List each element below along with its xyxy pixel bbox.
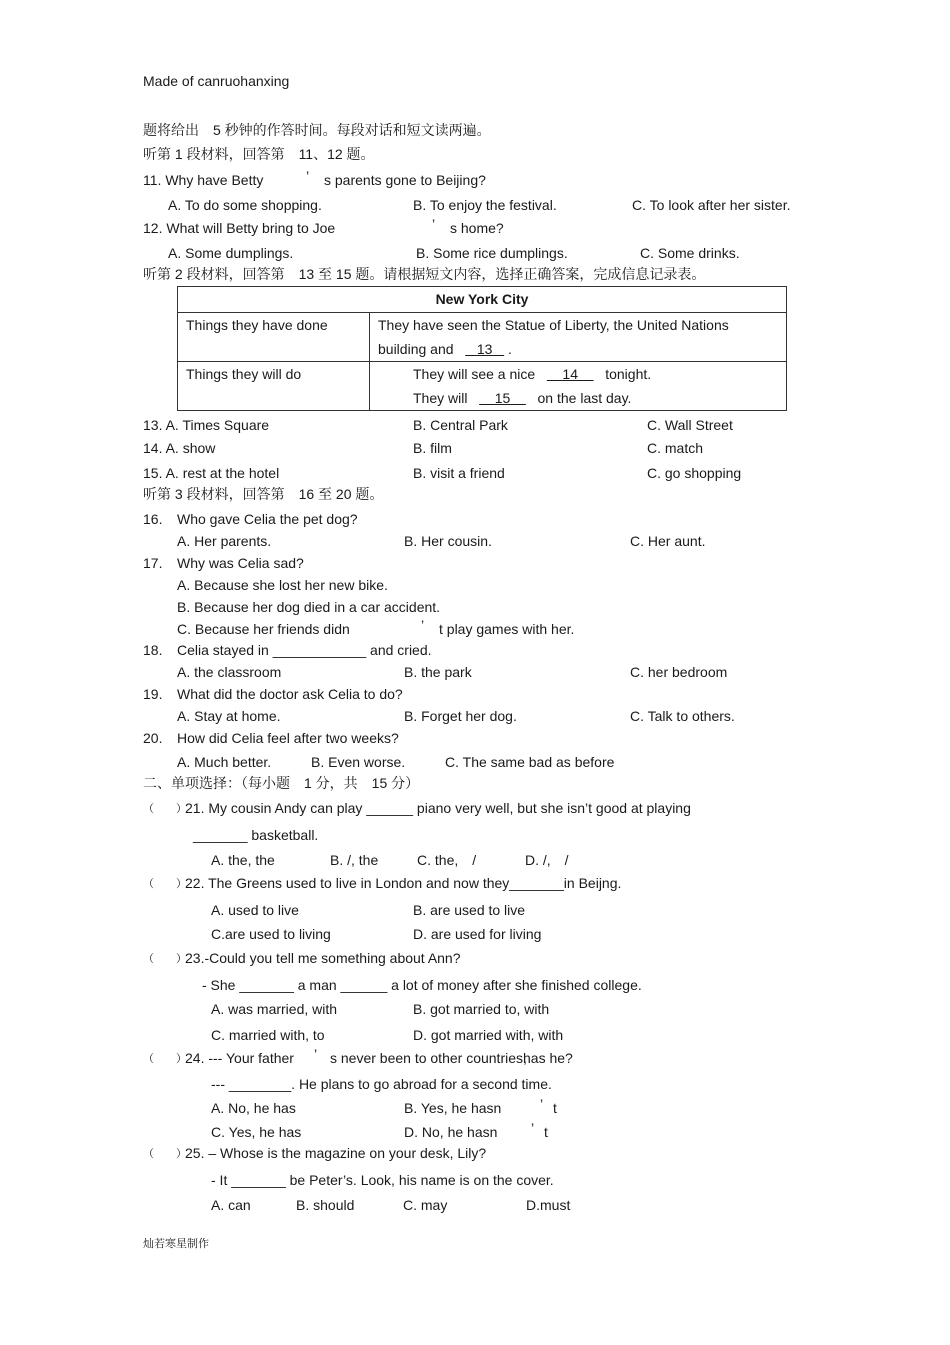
q24-apostrophe: ’ xyxy=(314,1046,318,1062)
q12-apostrophe: ’ xyxy=(432,216,436,232)
q14-option-b[interactable]: B. film xyxy=(413,440,452,456)
q19-option-a[interactable]: A. Stay at home. xyxy=(177,708,281,724)
q21-option-d[interactable]: D. /, / xyxy=(525,852,569,868)
section2-instruction: 听第 2 段材料，回答第 13 至 15 题。请根据短文内容，选择正确答案，完成信息记录表。 xyxy=(143,266,706,282)
q19-option-c[interactable]: C. Talk to others. xyxy=(630,708,735,724)
q19-option-b[interactable]: B. Forget her dog. xyxy=(404,708,517,724)
q12-option-a[interactable]: A. Some dumplings. xyxy=(168,245,294,261)
q22-stem: 22. The Greens used to live in London and now they_______in Beijng. xyxy=(185,875,622,891)
q20-option-b[interactable]: B. Even worse. xyxy=(311,754,406,770)
q13-option-c[interactable]: C. Wall Street xyxy=(647,417,733,433)
q16-option-c[interactable]: C. Her aunt. xyxy=(630,533,706,549)
q16-stem: Who gave Celia the pet dog? xyxy=(177,511,358,527)
q21-option-b[interactable]: B. /, the xyxy=(330,852,379,868)
q23-stem-2: - She _______ a man ______ a lot of money after she finished college. xyxy=(202,977,642,993)
q24-stem-2: --- ________. He plans to go abroad for a second time. xyxy=(211,1076,552,1092)
row1-text-2: building and 13 . xyxy=(378,341,512,357)
blank-13[interactable]: 13 xyxy=(476,341,493,357)
q23-option-d[interactable]: D. got married with, with xyxy=(413,1027,564,1043)
table-title: New York City xyxy=(178,287,787,313)
q20-stem: How did Celia feel after two weeks? xyxy=(177,730,399,746)
q13-option-a[interactable]: 13. A. Times Square xyxy=(143,417,270,433)
q18-option-a[interactable]: A. the classroom xyxy=(177,664,282,680)
q23-stem: 23.-Could you tell me something about Ann? xyxy=(185,950,461,966)
q13-option-b[interactable]: B. Central Park xyxy=(413,417,508,433)
q22-option-b[interactable]: B. are used to live xyxy=(413,902,526,918)
blank-15[interactable]: 15 xyxy=(494,390,511,406)
q19-number: 19. xyxy=(143,686,163,702)
row2-label: Things they will do xyxy=(178,362,370,411)
intro-line: 题将给出 5 秒钟的作答时间。每段对话和短文读两遍。 xyxy=(143,122,491,138)
q24-stem-mid: s never been to other countries, xyxy=(330,1050,527,1066)
q25-paren[interactable]: （ ） xyxy=(143,1148,187,1160)
q21-option-a[interactable]: A. the, the xyxy=(211,852,275,868)
q21-option-c[interactable]: C. the, / xyxy=(417,852,477,868)
q18-option-b[interactable]: B. the park xyxy=(404,664,472,680)
q11-apostrophe: ’ xyxy=(306,168,310,184)
q11-stem: 11. Why have Betty xyxy=(143,172,264,188)
q24-option-b-apostrophe: ’ xyxy=(540,1096,544,1112)
q12-stem-end: s home? xyxy=(450,220,504,236)
q24-paren[interactable]: （ ） xyxy=(143,1053,187,1065)
q19-stem: What did the doctor ask Celia to do? xyxy=(177,686,403,702)
q15-option-c[interactable]: C. go shopping xyxy=(647,465,742,481)
q21-stem-2: _______ basketball. xyxy=(193,827,319,843)
row1-content xyxy=(370,313,787,362)
q22-option-d[interactable]: D. are used for living xyxy=(413,926,542,942)
row2-line2: They will 15 on the last day. xyxy=(413,390,632,406)
q11-option-b[interactable]: B. To enjoy the festival. xyxy=(413,197,557,213)
q16-number: 16. xyxy=(143,511,163,527)
q25-stem-2: - It _______ be Peter’s. Look, his name is on the cover. xyxy=(211,1172,554,1188)
q24-option-c[interactable]: C. Yes, he has xyxy=(211,1124,302,1140)
q23-option-b[interactable]: B. got married to, with xyxy=(413,1001,550,1017)
q24-option-d[interactable]: D. No, he hasn xyxy=(404,1124,498,1140)
q25-option-d[interactable]: D.must xyxy=(526,1197,571,1213)
section3-instruction: 听第 3 段材料，回答第 16 至 20 题。 xyxy=(143,486,384,502)
q11-stem-end: s parents gone to Beijing? xyxy=(324,172,486,188)
q20-option-a[interactable]: A. Much better. xyxy=(177,754,272,770)
section1-instruction: 听第 1 段材料，回答第 11、12 题。 xyxy=(143,146,375,162)
q16-option-b[interactable]: B. Her cousin. xyxy=(404,533,492,549)
q25-option-a[interactable]: A. can xyxy=(211,1197,251,1213)
info-table xyxy=(177,286,787,411)
q17-option-b[interactable]: B. Because her dog died in a car accident. xyxy=(177,599,441,615)
q21-stem: 21. My cousin Andy can play ______ piano very well, but she isn’t good at playing xyxy=(185,800,691,816)
q12-stem: 12. What will Betty bring to Joe xyxy=(143,220,336,236)
q20-number: 20. xyxy=(143,730,163,746)
q14-option-c[interactable]: C. match xyxy=(647,440,704,456)
row2-line1: They will see a nice 14 tonight. xyxy=(413,366,652,382)
q11-option-a[interactable]: A. To do some shopping. xyxy=(168,197,322,213)
q23-option-c[interactable]: C. married with, to xyxy=(211,1027,325,1043)
q25-stem: 25. – Whose is the magazine on your desk, Lily? xyxy=(185,1145,487,1161)
q18-stem: Celia stayed in ____________ and cried. xyxy=(177,642,432,658)
q24-stem: 24. --- Your father xyxy=(185,1050,294,1066)
q20-option-c[interactable]: C. The same bad as before xyxy=(445,754,615,770)
q22-option-c[interactable]: C.are used to living xyxy=(211,926,331,942)
q18-option-c[interactable]: C. her bedroom xyxy=(630,664,728,680)
q17-option-c[interactable]: C. Because her friends didn xyxy=(177,621,350,637)
row2-content xyxy=(370,362,787,411)
header-text: Made of canruohanxing xyxy=(143,73,290,89)
q15-option-a[interactable]: 15. A. rest at the hotel xyxy=(143,465,280,481)
q23-option-a[interactable]: A. was married, with xyxy=(211,1001,338,1017)
q25-option-b[interactable]: B. should xyxy=(296,1197,355,1213)
q18-number: 18. xyxy=(143,642,163,658)
q15-option-b[interactable]: B. visit a friend xyxy=(413,465,505,481)
q24-option-a[interactable]: A. No, he has xyxy=(211,1100,296,1116)
q17-stem: Why was Celia sad? xyxy=(177,555,304,571)
q17-option-c-apostrophe: ’ xyxy=(421,617,425,633)
blank-14[interactable]: 14 xyxy=(562,366,578,382)
q12-option-c[interactable]: C. Some drinks. xyxy=(640,245,740,261)
part2-title: 二、单项选择：（每小题 1 分，共 15 分） xyxy=(143,775,420,791)
q12-option-b[interactable]: B. Some rice dumplings. xyxy=(416,245,568,261)
q11-option-c[interactable]: C. To look after her sister. xyxy=(632,197,791,213)
q24-option-d-end: t xyxy=(544,1124,548,1140)
q23-paren[interactable]: （ ） xyxy=(143,953,187,965)
q24-stem-tag: has he? xyxy=(523,1050,573,1066)
q25-option-c[interactable]: C. may xyxy=(403,1197,448,1213)
q24-option-b[interactable]: B. Yes, he hasn xyxy=(404,1100,502,1116)
q21-paren[interactable]: （ ） xyxy=(143,803,187,815)
q17-number: 17. xyxy=(143,555,163,571)
q22-paren[interactable]: （ ） xyxy=(143,878,187,890)
footer-text: 灿若寒星制作 xyxy=(143,1237,209,1250)
row1-text: They have seen the Statue of Liberty, the United Nations xyxy=(378,317,729,333)
q17-option-c-end: t play games with her. xyxy=(439,621,575,637)
q22-option-a[interactable]: A. used to live xyxy=(211,902,299,918)
q17-option-a[interactable]: A. Because she lost her new bike. xyxy=(177,577,388,593)
q14-option-a[interactable]: 14. A. show xyxy=(143,440,216,456)
q24-option-d-apostrophe: ’ xyxy=(531,1120,535,1136)
row1-label: Things they have done xyxy=(178,313,370,362)
q24-option-b-end: t xyxy=(553,1100,557,1116)
q16-option-a[interactable]: A. Her parents. xyxy=(177,533,272,549)
